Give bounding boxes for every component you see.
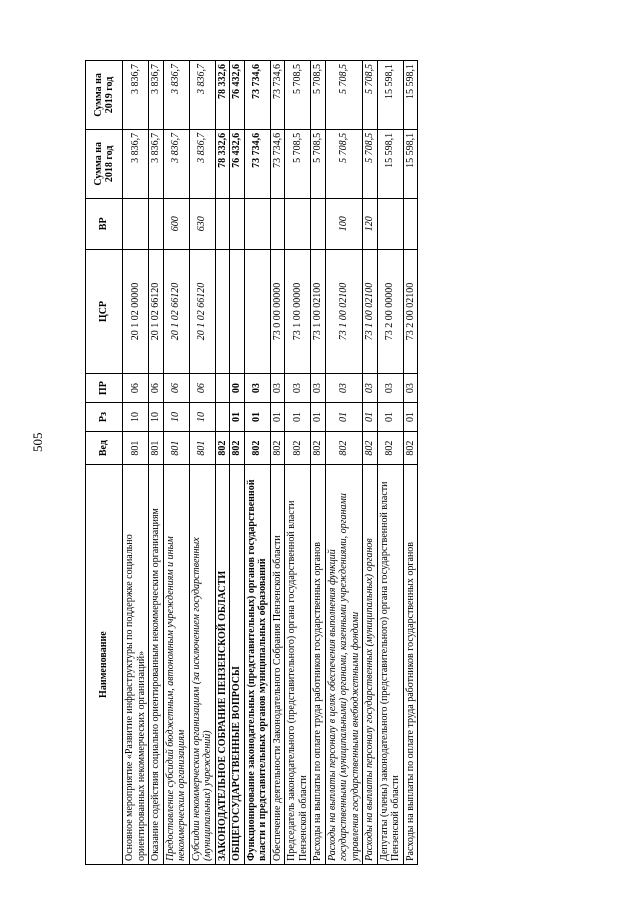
header-ved: Вед <box>86 431 123 464</box>
cell-sum-2019: 5 708,5 <box>311 61 326 130</box>
cell-csr: 20 1 02 00000 <box>123 249 149 373</box>
cell-name: ОБЩЕГОСУДАРСТВЕННЫЕ ВОПРОСЫ <box>230 465 245 865</box>
cell-pr: 03 <box>377 374 403 403</box>
cell-sum-2019: 3 836,7 <box>149 61 164 130</box>
cell-sum-2019: 5 708,5 <box>325 61 363 130</box>
cell-csr: 20 1 02 66120 <box>163 249 189 373</box>
cell-rz: 01 <box>377 403 403 432</box>
table-row <box>325 61 363 865</box>
cell-rz: 10 <box>123 403 149 432</box>
cell-pr: 03 <box>311 374 326 403</box>
header-name: Наименование <box>86 465 123 865</box>
table-row <box>244 61 270 865</box>
cell-ved: 801 <box>189 431 215 464</box>
header-rz: Рз <box>86 403 123 432</box>
cell-csr: 73 1 00 02100 <box>311 249 326 373</box>
table-row <box>363 61 378 865</box>
cell-csr <box>244 249 270 373</box>
cell-sum-2019: 15 598,1 <box>403 61 418 130</box>
table-row <box>403 61 418 865</box>
page-number: 505 <box>30 432 45 452</box>
cell-pr: 03 <box>270 374 285 403</box>
cell-sum-2018: 5 708,5 <box>363 129 378 198</box>
cell-sum-2019: 5 708,5 <box>285 61 311 130</box>
cell-csr: 73 2 00 02100 <box>403 249 418 373</box>
cell-vr <box>149 198 164 249</box>
cell-pr <box>215 374 230 403</box>
cell-sum-2018: 3 836,7 <box>123 129 149 198</box>
cell-vr: 600 <box>163 198 189 249</box>
cell-sum-2018: 3 836,7 <box>189 129 215 198</box>
header-sum-2019: Сумма на 2019 год <box>86 61 123 130</box>
cell-rz: 10 <box>149 403 164 432</box>
cell-vr <box>403 198 418 249</box>
cell-name: Основное мероприятие «Развитие инфраструктуры по поддержке социально ориентированных некоммерческих организаций» <box>123 465 149 865</box>
header-pr: ПР <box>86 374 123 403</box>
table-row <box>163 61 189 865</box>
cell-name: Председатель законодательного (представительного) органа государственной власти Пензенской области <box>285 465 311 865</box>
cell-sum-2019: 73 734,6 <box>270 61 285 130</box>
cell-vr <box>377 198 403 249</box>
cell-sum-2018: 78 332,6 <box>215 129 230 198</box>
table-body <box>123 61 418 865</box>
cell-rz: 01 <box>270 403 285 432</box>
cell-pr: 00 <box>230 374 245 403</box>
table-row <box>149 61 164 865</box>
cell-rz: 01 <box>325 403 363 432</box>
cell-csr <box>215 249 230 373</box>
cell-rz: 10 <box>189 403 215 432</box>
cell-pr: 06 <box>123 374 149 403</box>
cell-sum-2019: 5 708,5 <box>363 61 378 130</box>
cell-ved: 802 <box>363 431 378 464</box>
rotated-page-content <box>85 60 535 865</box>
cell-sum-2019: 78 332,6 <box>215 61 230 130</box>
cell-vr: 630 <box>189 198 215 249</box>
cell-csr: 73 1 00 02100 <box>363 249 378 373</box>
cell-sum-2018: 73 734,6 <box>270 129 285 198</box>
cell-pr: 03 <box>325 374 363 403</box>
table-header-row <box>86 61 123 865</box>
cell-sum-2018: 5 708,5 <box>325 129 363 198</box>
cell-rz: 01 <box>230 403 245 432</box>
cell-vr <box>311 198 326 249</box>
cell-ved: 802 <box>215 431 230 464</box>
cell-csr: 73 1 00 02100 <box>325 249 363 373</box>
cell-name: Оказание содействия социально ориентированным некоммерческим организациям <box>149 465 164 865</box>
cell-sum-2019: 3 836,7 <box>123 61 149 130</box>
cell-name: Предоставление субсидий бюджетным, автономным учреждениям и иным некоммерческим организациям <box>163 465 189 865</box>
cell-sum-2019: 3 836,7 <box>189 61 215 130</box>
cell-ved: 801 <box>163 431 189 464</box>
cell-csr: 73 1 00 00000 <box>285 249 311 373</box>
cell-vr <box>215 198 230 249</box>
cell-name: ЗАКОНОДАТЕЛЬНОЕ СОБРАНИЕ ПЕНЗЕНСКОЙ ОБЛАСТИ <box>215 465 230 865</box>
cell-ved: 802 <box>325 431 363 464</box>
cell-sum-2019: 3 836,7 <box>163 61 189 130</box>
cell-csr: 20 1 02 66120 <box>189 249 215 373</box>
cell-ved: 802 <box>285 431 311 464</box>
cell-name: Расходы на выплаты персоналу государственных (муниципальных) органов <box>363 465 378 865</box>
table-row <box>285 61 311 865</box>
cell-ved: 801 <box>149 431 164 464</box>
table-row <box>311 61 326 865</box>
cell-name: Расходы на выплаты по оплате труда работников государственных органов <box>403 465 418 865</box>
table-row <box>215 61 230 865</box>
cell-csr: 20 1 02 66120 <box>149 249 164 373</box>
cell-sum-2019: 76 432,6 <box>230 61 245 130</box>
table-row <box>189 61 215 865</box>
cell-vr: 100 <box>325 198 363 249</box>
cell-rz: 10 <box>163 403 189 432</box>
cell-pr: 03 <box>285 374 311 403</box>
cell-vr <box>230 198 245 249</box>
cell-ved: 802 <box>230 431 245 464</box>
cell-rz <box>215 403 230 432</box>
cell-sum-2018: 3 836,7 <box>163 129 189 198</box>
cell-ved: 802 <box>270 431 285 464</box>
cell-vr <box>123 198 149 249</box>
cell-csr <box>230 249 245 373</box>
cell-sum-2018: 15 598,1 <box>403 129 418 198</box>
cell-pr: 06 <box>149 374 164 403</box>
cell-name: Обеспечение деятельности Законодательного Собрания Пензенской области <box>270 465 285 865</box>
cell-vr <box>270 198 285 249</box>
cell-sum-2018: 73 734,6 <box>244 129 270 198</box>
header-csr: ЦСР <box>86 249 123 373</box>
cell-pr: 03 <box>363 374 378 403</box>
cell-rz: 01 <box>244 403 270 432</box>
cell-name: Расходы на выплаты по оплате труда работников государственных органов <box>311 465 326 865</box>
cell-name: Функционирование законодательных (представительных) органов государственной власти и представительных органов муниципальных образований <box>244 465 270 865</box>
cell-csr: 73 0 00 00000 <box>270 249 285 373</box>
cell-pr: 06 <box>163 374 189 403</box>
cell-rz: 01 <box>403 403 418 432</box>
cell-sum-2018: 3 836,7 <box>149 129 164 198</box>
cell-vr: 120 <box>363 198 378 249</box>
cell-sum-2018: 76 432,6 <box>230 129 245 198</box>
cell-ved: 802 <box>311 431 326 464</box>
table-row <box>230 61 245 865</box>
table-row <box>377 61 403 865</box>
cell-sum-2018: 5 708,5 <box>285 129 311 198</box>
table-row <box>123 61 149 865</box>
header-vr: ВР <box>86 198 123 249</box>
budget-table <box>85 60 418 865</box>
cell-name: Расходы на выплаты персоналу в целях обеспечения выполнения функций государственными (муниципальными) органами, казенными учреждениями, органами управления государственными внебюджетными фондами <box>325 465 363 865</box>
cell-vr <box>285 198 311 249</box>
cell-rz: 01 <box>363 403 378 432</box>
cell-ved: 802 <box>403 431 418 464</box>
cell-ved: 802 <box>244 431 270 464</box>
cell-vr <box>244 198 270 249</box>
cell-csr: 73 2 00 00000 <box>377 249 403 373</box>
cell-pr: 03 <box>244 374 270 403</box>
cell-sum-2018: 15 598,1 <box>377 129 403 198</box>
cell-pr: 03 <box>403 374 418 403</box>
cell-rz: 01 <box>311 403 326 432</box>
cell-name: Депутаты (члены) законодательного (представительного) органа государственной власти Пензенской области <box>377 465 403 865</box>
cell-rz: 01 <box>285 403 311 432</box>
cell-pr: 06 <box>189 374 215 403</box>
cell-sum-2019: 73 734,6 <box>244 61 270 130</box>
cell-sum-2018: 5 708,5 <box>311 129 326 198</box>
table-row <box>270 61 285 865</box>
cell-name: Субсидии некоммерческим организациям (за исключением государственных (муниципальных) учреждений) <box>189 465 215 865</box>
header-sum-2018: Сумма на 2018 год <box>86 129 123 198</box>
cell-sum-2019: 15 598,1 <box>377 61 403 130</box>
cell-ved: 801 <box>123 431 149 464</box>
cell-ved: 802 <box>377 431 403 464</box>
